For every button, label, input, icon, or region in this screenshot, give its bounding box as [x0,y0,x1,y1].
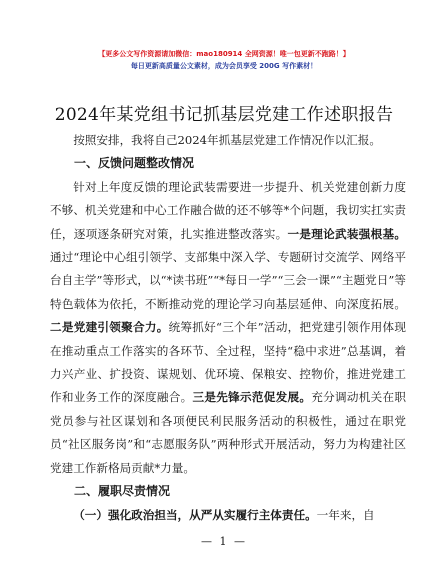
section1-paragraph [50,176,406,480]
subsection-1-bold: （一）强化政治担当，从严从实履行主体责任。 [73,507,317,522]
intro-paragraph: 按照安排，我将自己2024年抓基层党建工作情况作以汇报。 [73,133,381,147]
promo-line-1: 【更多公文写作资源请加微信：mao180914 全网资源！唯一包更新不跑路！】 [98,50,350,58]
section-heading-1: 一、反馈问题整改情况 [74,156,195,171]
point-1-text: 通过“理论中心组引领学、支部集中深入学、专题研讨交流学、网络平台自主学”等形式，以“*读书班”“*每日一学”“三会一课”“主题党日”等特色载体为依托，不断推动党的理论学习向基层延伸、向深度拓展。 [50,250,406,311]
section1-lead: 针对上年度反馈的理论武装需要进一步提升、机关党建创新力度不够、机关党建和中心工作融合做的还不够等*个问题，我切实扛实责任，逐项逐条研究对策，扎实推进整改落实。 [50,179,406,241]
section-heading-2: 二、履职尽责情况 [74,484,171,499]
point-3-text: 充分调动机关在职党员参与社区谋划和各项便民利民服务活动的积极性，通过在职党员“社区服务岗”和“志愿服务队”两种形式开展活动，努力为构建社区党建工作新格局贡献*力量。 [50,390,406,475]
document-title: 2024年某党组书记抓基层党建工作述职报告 [54,105,394,125]
point-2-bold: 二是党建引领聚合力。 [50,320,169,335]
document-body [50,129,406,527]
point-3-bold: 三是先锋示范促发展。 [192,390,312,405]
promo-banner [0,48,448,72]
page-number: — 1 — [201,535,247,548]
subsection-1-text: 一年来，自 [316,507,375,522]
point-1-bold: 一是理论武装强根基。 [287,226,406,241]
section2-paragraph [50,504,406,527]
point-2-text: 统筹抓好“三个年”活动，把党建引领作用体现在推动重点工作落实的各环节、全过程，坚持“稳中求进”总基调，着力兴产业、扩投资、谋规划、优环境、保粮安、控物价，推进党建工作和业务工作的深度融合。 [50,320,406,405]
promo-line-2: 每日更新高质量公文素材，成为会员享受 200G 写作素材！ [130,62,318,70]
